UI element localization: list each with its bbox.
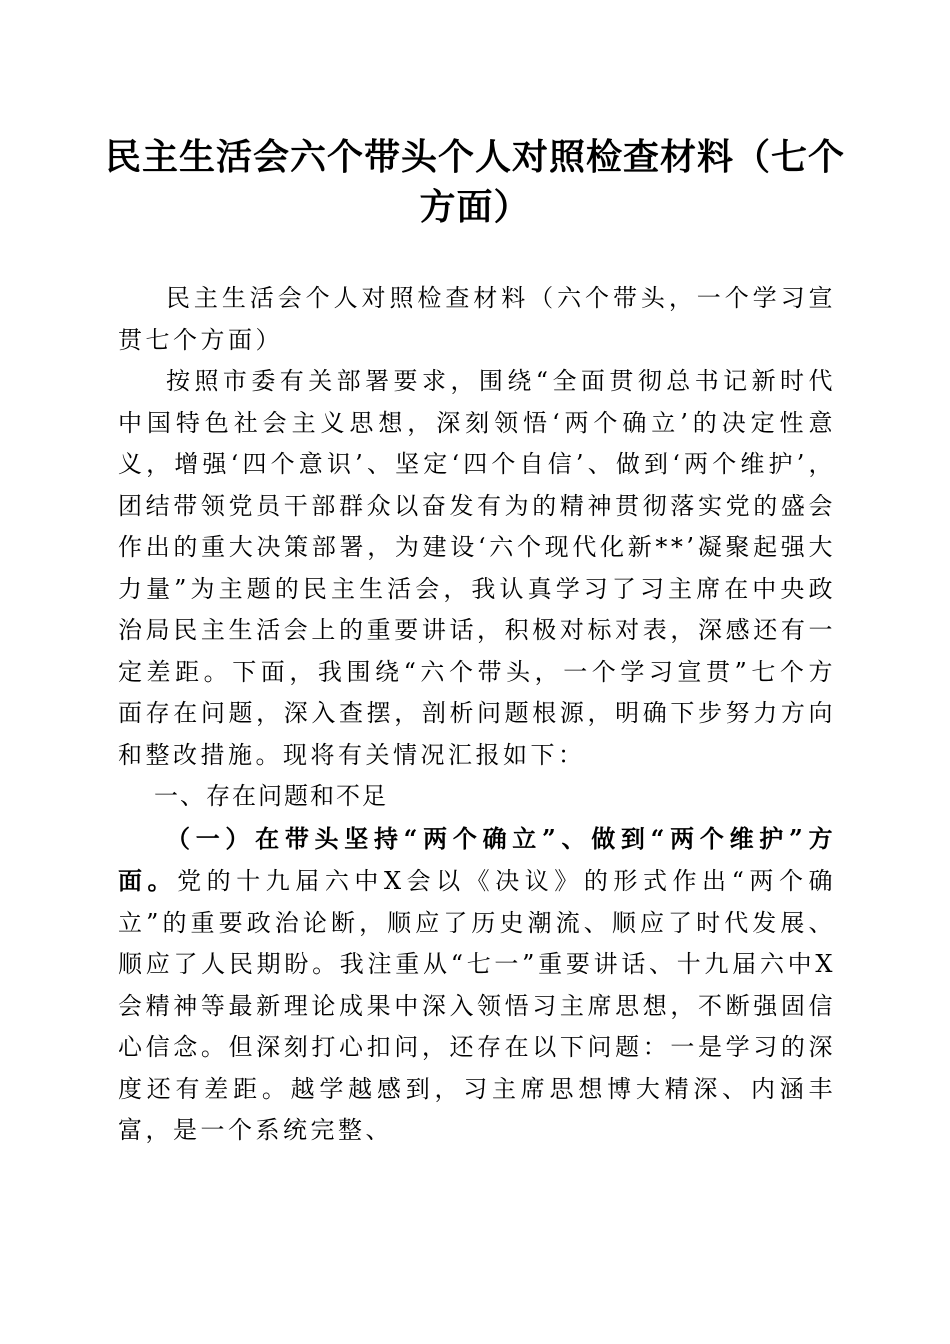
subsection-1-text: 党的十九届六中X会以《决议》的形式作出“两个确立”的重要政治论断，顺应了历史潮流、顺应了时代发展、顺应了人民期盼。我注重从“七一”重要讲话、十九届六中X会精神等最新理论成果中深入领悟习主席思想，不断强固信心信念。但深刻打心扣问，还存在以下问题：一是学习的深度还有差距。越学越感到，习主席思想博大精深、内涵丰富，是一个系统完整、 <box>118 867 837 1144</box>
document-title: 民主生活会六个带头个人对照检查材料（七个方面） <box>104 136 845 228</box>
paragraph-1: 按照市委有关部署要求，围绕“全面贯彻总书记新时代中国特色社会主义思想，深刻领悟‘两个确立’的决定性意义，增强‘四个意识’、坚定‘四个自信’、做到‘两个维护’，团结带领党员干部群众以奋发有为的精神贯彻落实党的盛会作出的重大决策部署，为建设‘六个现代化新**’凝聚起强大力量”为主题的民主生活会，我认真学习了习主席在中央政治局民主生活会上的重要讲话，积极对标对表，深感还有一定差距。下面，我围绕“六个带头，一个学习宣贯”七个方面存在问题，深入查摆，剖析问题根源，明确下步努力方向和整改措施。现将有关情况汇报如下： <box>118 367 836 769</box>
subsection-1-paragraph <box>118 818 836 1152</box>
document-body <box>118 278 836 1152</box>
section-1-heading: 一、存在问题和不足 <box>154 782 388 810</box>
subsection-1-lead: （一）在带头坚持“两个确立”、做到“两个维护”方面。 <box>118 823 836 895</box>
intro-paragraph: 民主生活会个人对照检查材料（六个带头，一个学习宣贯七个方面） <box>118 284 836 354</box>
